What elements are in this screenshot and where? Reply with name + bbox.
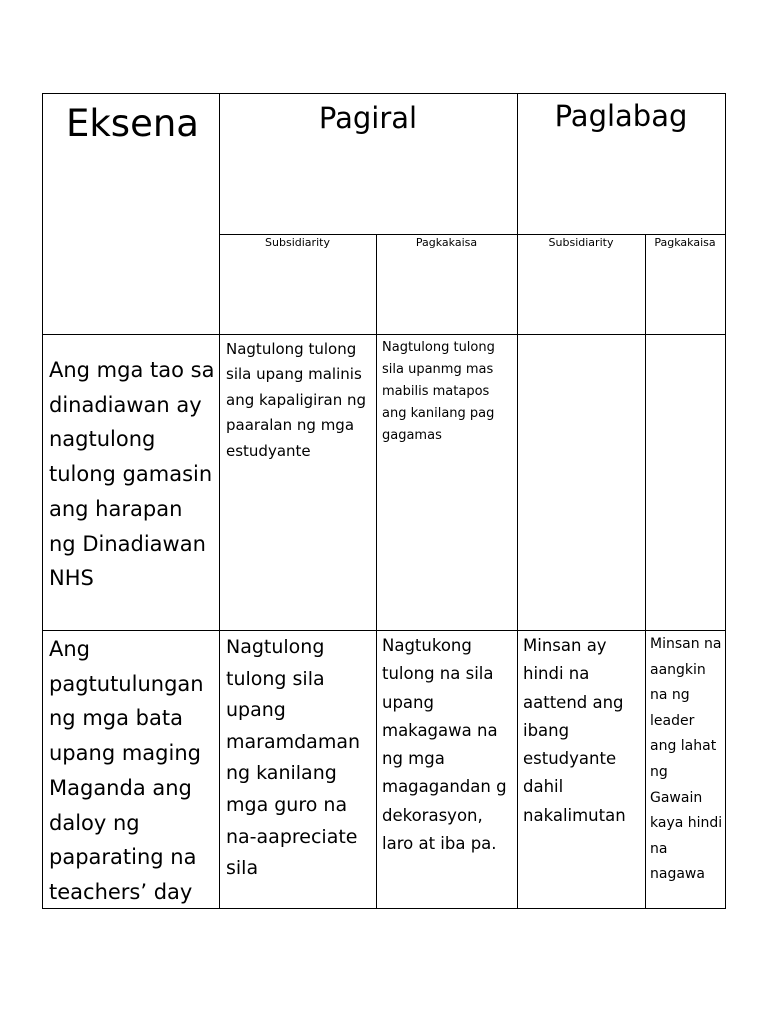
row-2-pagiral-pagkakaisa: Nagtukong tulong na sila upang makagawa na ng mga magagandan g dekorasyon, laro at iba pa. <box>382 636 507 854</box>
row-1-eksena: Ang mga tao sa dinadiawan ay nagtulong tulong gamasin ang harapan ng Dinadiawan NHS <box>49 358 215 591</box>
subheader-pagiral-pagkakaisa: Pagkakaisa <box>415 236 478 249</box>
header-bottom-border <box>42 334 726 335</box>
header-eksena: Eksena <box>66 102 199 145</box>
row-2-pagiral-subsidiarity: Nagtulong tulong sila upang maramdaman ng kanilang mga guro na na-aapreciate sila <box>226 636 361 880</box>
column-divider <box>219 93 220 909</box>
header-paglabag: Paglabag <box>554 99 688 133</box>
subheader-pagiral-subsidiarity: Subsidiarity <box>265 236 330 249</box>
table-border-top <box>42 93 726 94</box>
subheader-paglabag-pagkakaisa: Pagkakaisa <box>654 236 716 249</box>
subheader-divider <box>219 234 726 235</box>
row-divider <box>42 630 726 631</box>
row-1-pagiral-subsidiarity: Nagtulong tulong sila upang malinis ang kapaligiran ng paaralan ng mga estudyante <box>226 340 367 460</box>
column-divider <box>645 234 646 909</box>
header-pagiral: Pagiral <box>318 101 418 135</box>
table-border-left <box>42 93 43 909</box>
subheader-paglabag-subsidiarity: Subsidiarity <box>548 236 614 249</box>
column-divider <box>517 93 518 909</box>
row-1-pagiral-pagkakaisa: Nagtulong tulong sila upanmg mas mabilis matapos ang kanilang pag gagamas <box>382 340 495 443</box>
column-divider <box>376 234 377 909</box>
row-2-eksena: Ang pagtutulungan ng mga bata upang maging Maganda ang daloy ng paparating na teachers’ day <box>49 637 204 904</box>
row-2-paglabag-pagkakaisa: Minsan na aangkin na ng leader ang lahat ng Gawain kaya hindi na nagawa <box>650 636 723 883</box>
table-border-right <box>725 93 726 909</box>
row-2-paglabag-subsidiarity: Minsan ay hindi na aattend ang ibang estudyante dahil nakalimutan <box>523 636 626 825</box>
